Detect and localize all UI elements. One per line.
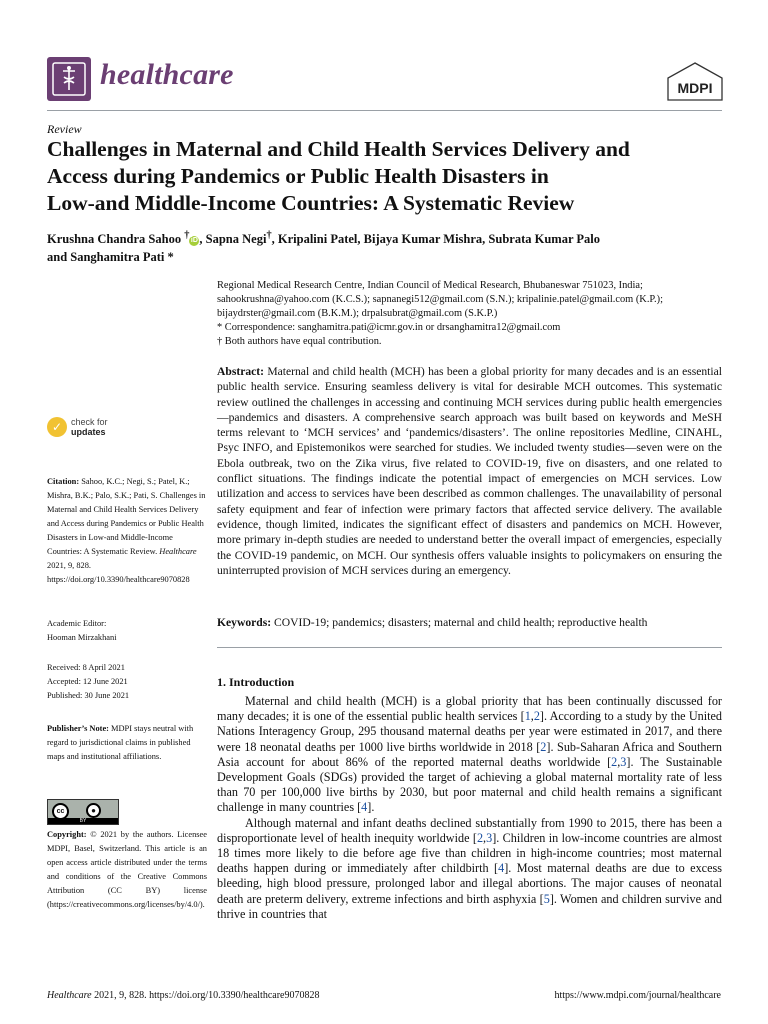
section-divider — [217, 647, 722, 648]
orcid-icon[interactable]: iD — [190, 237, 198, 245]
citation-text: Sahoo, K.C.; Negi, S.; Patel, K.; Mishra, B.K.; Palo, S.K.; Pati, S. Challenges in Maternal and Child Health Services Delivery and Access during Pandemics or Public Health Disasters in Low-and Middle-Income Countries: A Systematic Review. — [47, 477, 206, 556]
author-names: , Kripalini Patel, Bijaya Kumar Mishra, Subrata Kumar Palo — [271, 232, 601, 247]
abstract-label: Abstract: — [217, 365, 265, 378]
article-title — [47, 136, 727, 217]
text-run: ]. The Sustainable Development Goals (SDGs) provided the target of achieving a global maternal mortality rate of less than 70 per 100,000 live births by 2030, but poor maternal and child health remains a significant challenge in many countries [ — [217, 754, 722, 815]
reference-link[interactable]: 2 — [611, 754, 618, 769]
text-run: , — [617, 754, 621, 769]
citation-label: Citation: — [47, 477, 80, 486]
reference-link[interactable]: 4 — [361, 800, 368, 815]
text-run: , — [483, 830, 487, 845]
publisher-note — [47, 722, 207, 764]
footer-journal-url[interactable]: https://www.mdpi.com/journal/healthcare — [554, 990, 721, 1001]
equal-contribution-mark: † — [266, 230, 272, 241]
equal-contribution-note: † Both authors have equal contribution. — [217, 336, 382, 347]
affiliations — [217, 279, 727, 349]
text-run: ]. According to a study by the United Nations Interagency Group, 295 thousand maternal deaths per year were estimated in 2017, and there were 18 neonatal deaths per 1000 live births worldwide in 2018 [ — [217, 709, 722, 754]
author-name: Krushna Chandra Sahoo — [47, 232, 182, 247]
text-run: ]. Sub-Saharan Africa and Southern Asia account for about 86% of the reported maternal deaths worldwide [ — [217, 739, 723, 769]
citation-journal: Healthcare — [159, 547, 197, 556]
copyright-label: Copyright: — [47, 830, 87, 839]
introduction-body — [217, 694, 722, 922]
title-line: Challenges in Maternal and Child Health Services Delivery and — [47, 137, 630, 161]
mdpi-logo-icon — [666, 62, 724, 102]
cc-by-license-badge[interactable] — [47, 799, 119, 825]
publisher-note-text: MDPI stays neutral with regard to jurisdictional claims in published maps and institutional affiliations. — [47, 724, 194, 761]
abstract — [217, 364, 722, 578]
affiliation-line: sahookrushna@yahoo.com (K.C.S.); sapnanegi512@gmail.com (S.N.); kripalinie.patel@gmail.com (K.P.); — [217, 294, 663, 305]
text-run: Maternal and child health (MCH) is a global priority that has been continually discussed for many decades; it is one of the essential public health services [ — [217, 694, 722, 724]
reference-link[interactable]: 3 — [620, 754, 627, 769]
reference-link[interactable]: 2 — [533, 709, 540, 724]
academic-editor — [47, 617, 207, 645]
text-run: ]. Women and children survive and thrive in countries that — [217, 891, 722, 921]
author-list — [47, 227, 727, 266]
footer-journal: Healthcare — [47, 990, 92, 1001]
author-name: , Sapna Negi — [199, 232, 267, 247]
reference-link[interactable]: 4 — [498, 861, 505, 876]
keywords-text: COVID-19; pandemics; disasters; maternal and child health; reproductive health — [274, 616, 648, 629]
citation-doi-link[interactable]: https://doi.org/10.3390/healthcare9070828 — [47, 575, 190, 584]
accepted-date: Accepted: 12 June 2021 — [47, 677, 128, 686]
reference-link[interactable]: 5 — [543, 891, 550, 906]
affiliation-line: bijaydrster@gmail.com (B.K.M.); drpalsubrat@gmail.com (S.K.P.) — [217, 308, 498, 319]
copyright-notice — [47, 828, 207, 912]
affiliation-line: Regional Medical Research Centre, Indian Council of Medical Research, Bhubaneswar 751023, India; — [217, 280, 643, 291]
correspondence-line: * Correspondence: sanghamitra.pati@icmr.gov.in or drsanghamitra12@gmail.com — [217, 322, 561, 333]
check-for-updates-label — [71, 417, 108, 437]
check-icon: ✓ — [47, 417, 67, 437]
journal-name: healthcare — [100, 58, 234, 91]
text-run: , — [530, 709, 534, 724]
text-run: Although maternal and infant deaths declined substantially from 1990 to 2015, there has been a disproportionate level of health inequity worldwide [ — [217, 815, 722, 845]
publisher-name: MDPI — [677, 80, 713, 96]
reference-link[interactable]: 2 — [476, 830, 484, 845]
check-line: check for — [71, 417, 108, 427]
equal-contribution-mark: † — [184, 230, 190, 241]
reference-link[interactable]: 3 — [486, 830, 493, 845]
citation-block — [47, 475, 207, 587]
editor-name: Hooman Mirzakhani — [47, 633, 117, 642]
header-divider — [47, 110, 722, 111]
reference-link[interactable]: 1 — [524, 709, 531, 724]
publication-dates — [47, 661, 207, 703]
title-line: Access during Pandemics or Public Health Disasters in — [47, 164, 549, 188]
section-heading: 1. Introduction — [217, 675, 295, 689]
journal-logo-icon — [47, 57, 91, 101]
license-by-label: BY — [48, 818, 118, 824]
text-run: ]. Children in low-income countries are almost 18 times more likely to die before age five than children in high-income countries; most maternal deaths happen during or immediately after childbirth [ — [217, 830, 723, 876]
keywords — [217, 615, 722, 630]
published-date: Published: 30 June 2021 — [47, 691, 130, 700]
creative-commons-icon: cc — [52, 803, 69, 820]
citation-volume: 2021, 9, 828. — [47, 561, 91, 570]
text-run: ]. Most maternal deaths are due to excess bleeding, high blood pressure, prolonged labor and illegal abortions. The major causes of neonatal death are preterm delivery, extreme infections and birth asphyxia [ — [217, 861, 722, 906]
received-date: Received: 8 April 2021 — [47, 663, 125, 672]
editor-label: Academic Editor: — [47, 619, 107, 628]
title-line: Low-and Middle-Income Countries: A Systematic Review — [47, 191, 575, 215]
footer-doi[interactable]: 2021, 9, 828. https://doi.org/10.3390/healthcare9070828 — [94, 990, 320, 1001]
reference-link[interactable]: 2 — [540, 739, 547, 754]
attribution-person-icon: ● — [86, 803, 101, 818]
author-name-last: and Sanghamitra Pati * — [47, 250, 174, 265]
text-run: ]. — [367, 800, 375, 815]
footer-citation — [47, 990, 319, 1001]
check-line: updates — [71, 427, 106, 437]
paragraph — [217, 694, 722, 816]
abstract-text: Maternal and child health (MCH) has been a global priority for many decades and is an essential public health service. Ensuring seamless delivery is vital for desirable MCH outcomes. This systematic review outlined the challenges in accessing and continuing MCH services during public health emergencies—pandemics and disasters. A comprehensive search approach was built based on keywords and MeSH terms relevant to ‘MCH services’ and ‘pandemics/disasters’. The online repositories Medline, CINAHL, Psyc INFO, and Epistemonikos were searched for studies. We included twenty studies—seven were on the Ebola outbreak, two on the Zika virus, five related to COVID-19, five on disasters, and one related to conflict situations. The findings indicate the potential impact of emergencies on MCH services. Low utilization and access to services have been described as common challenges. The unavailability of personal safety equipment and fear of infection were primary factors that affected service delivery. The available evidence, though limited, indicates the significant effect of disasters and pandemics on MCH. However, more primary in-depth studies are needed to understand better the overall impact of emergencies, especially the COVID-19 pandemic, on MCH. Our synthesis offers valuable insights to policymakers on ensuring the uninterrupted provision of MCH services during an emergency. — [217, 365, 722, 577]
document-type: Review — [47, 122, 82, 136]
copyright-text: © 2021 by the authors. Licensee MDPI, Basel, Switzerland. This article is an open access article distributed under the terms and conditions of the Creative Commons Attribution (CC BY) license (https://creativecommons.org/licenses/by/4.0/). — [47, 830, 207, 909]
paragraph — [217, 816, 722, 922]
publisher-note-label: Publisher’s Note: — [47, 724, 109, 733]
keywords-label: Keywords: — [217, 616, 272, 629]
